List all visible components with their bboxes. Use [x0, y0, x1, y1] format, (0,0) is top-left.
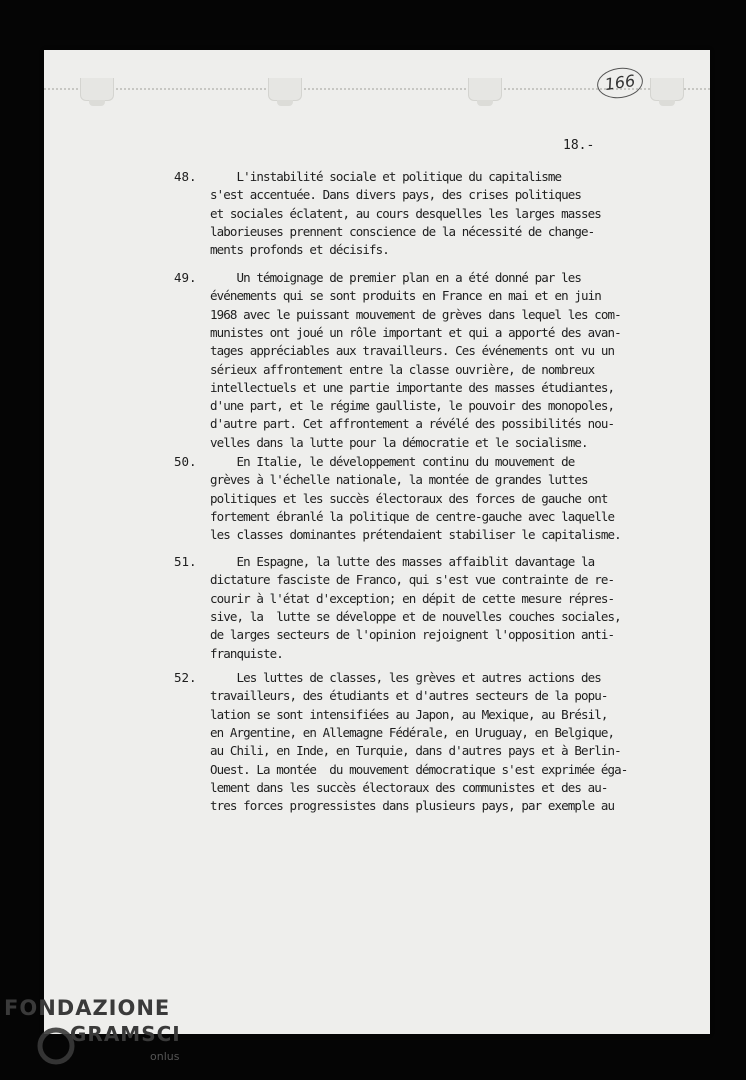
paragraph-number: 52.: [174, 670, 197, 685]
paragraph-line: de larges secteurs de l'opinion rejoignent l'opposition anti-: [210, 627, 615, 643]
paragraph-number: 51.: [174, 554, 197, 569]
paragraph-line: tages appréciables aux travailleurs. Ces événements ont vu un: [210, 343, 615, 359]
paragraph-line: au Chili, en Inde, en Turquie, dans d'autres pays et à Berlin-: [210, 743, 621, 759]
paragraph-line: laborieuses prennent conscience de la nécessité de change-: [210, 223, 595, 239]
paragraph-number: 48.: [174, 169, 197, 184]
paragraph-line: ments profonds et décisifs.: [210, 242, 389, 258]
page-number: 18.-: [563, 138, 595, 153]
binder-clip: [650, 78, 684, 101]
paragraph-line: travailleurs, des étudiants et d'autres secteurs de la popu-: [210, 688, 608, 704]
paragraph-line: lement dans les succès électoraux des communistes et des au-: [210, 779, 608, 795]
paragraph-line: Un témoignage de premier plan en a été donné par les: [210, 270, 582, 285]
paragraph-line: dictature fasciste de Franco, qui s'est vue contrainte de re-: [210, 572, 615, 588]
paragraph-line: d'autre part. Cet affrontement a révélé des possibilités nou-: [210, 416, 615, 432]
binder-clip: [80, 78, 114, 101]
paragraph-line: les classes dominantes prétendaient stabiliser le capitalisme.: [210, 527, 621, 543]
paragraph-line: Les luttes de classes, les grèves et autres actions des: [210, 670, 601, 685]
binder-clip: [468, 78, 502, 101]
paragraph-line: munistes ont joué un rôle important et qui a apporté des avan-: [210, 324, 621, 340]
paragraph-line: sive, la lutte se développe et de nouvelles couches sociales,: [210, 608, 621, 624]
paragraph-line: L'instabilité sociale et politique du capitalisme: [210, 169, 562, 184]
paragraph-line: grèves à l'échelle nationale, la montée de grandes luttes: [210, 472, 588, 488]
paragraph-line: velles dans la lutte pour la démocratie et le socialisme.: [210, 434, 588, 450]
paragraph-line: et sociales éclatent, au cours desquelles les larges masses: [210, 205, 601, 221]
paragraph-line: Ouest. La montée du mouvement démocratique s'est exprimée éga-: [210, 761, 628, 777]
paragraph-line: En Espagne, la lutte des masses affaiblit davantage la: [210, 554, 595, 569]
paragraph-line: tres forces progressistes dans plusieurs pays, par exemple au: [210, 798, 615, 814]
watermark-line3: onlus: [150, 1050, 180, 1063]
paragraph-line: sérieux affrontement entre la classe ouvrière, de nombreux: [210, 361, 595, 377]
paragraph-line: en Argentine, en Allemagne Fédérale, en Uruguay, en Belgique,: [210, 724, 615, 740]
paragraph-line: lation se sont intensifiées au Japon, au Mexique, au Brésil,: [210, 706, 608, 722]
paragraph-line: s'est accentuée. Dans divers pays, des crises politiques: [210, 187, 582, 203]
paragraph-line: événements qui se sont produits en France en mai et en juin: [210, 288, 601, 304]
watermark-logo: [4, 996, 204, 1076]
document-page: [44, 50, 710, 1034]
binder-clip: [268, 78, 302, 101]
paragraph-line: courir à l'état d'exception; en dépit de cette mesure répres-: [210, 590, 615, 606]
archive-stamp: 166: [595, 65, 645, 101]
watermark-line1: FONDAZIONE: [4, 996, 171, 1020]
paragraph-line: intellectuels et une partie importante des masses étudiantes,: [210, 379, 615, 395]
watermark-line2: GRAMSCI: [70, 1022, 181, 1046]
paragraph-line: En Italie, le développement continu du mouvement de: [210, 454, 575, 469]
paragraph-number: 50.: [174, 454, 197, 469]
paragraph-line: 1968 avec le puissant mouvement de grèves dans lequel les com-: [210, 306, 621, 322]
paragraph-number: 49.: [174, 270, 197, 285]
paragraph-line: politiques et les succès électoraux des forces de gauche ont: [210, 490, 608, 506]
paragraph-line: fortement ébranlé la politique de centre-gauche avec laquelle: [210, 508, 615, 524]
paragraph-line: d'une part, et le régime gaulliste, le pouvoir des monopoles,: [210, 398, 615, 414]
paragraph-line: franquiste.: [210, 645, 283, 661]
